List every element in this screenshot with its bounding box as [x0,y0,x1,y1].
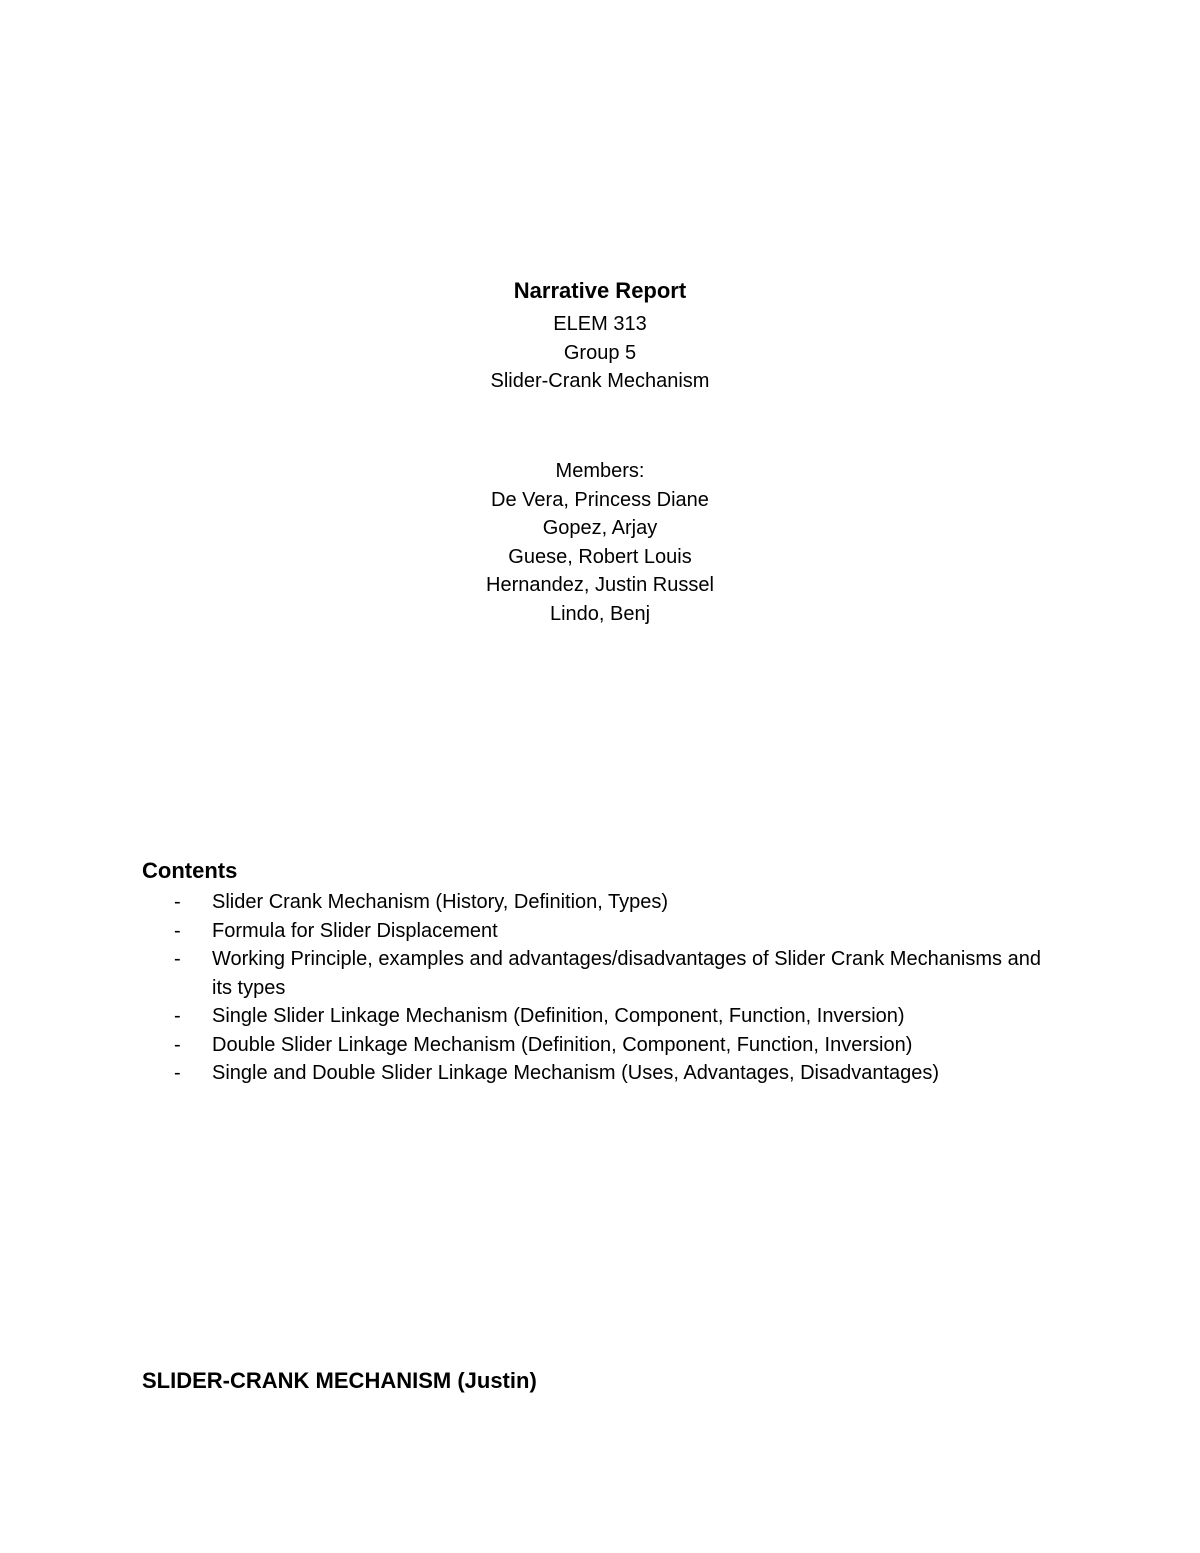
course-code: ELEM 313 [553,313,647,335]
member-name: Hernandez, Justin Russel [486,574,714,596]
report-topic: Slider-Crank Mechanism [490,370,710,392]
contents-item-text: Single and Double Slider Linkage Mechanism (Uses, Advantages, Disadvantages) [212,1062,940,1084]
member-name: Guese, Robert Louis [508,545,692,568]
contents-item-text: Working Principle, examples and advantages/disadvantages of Slider Crank Mechanisms and its types [212,948,1041,999]
cover-block [0,276,1200,396]
group-number: Group 5 [563,341,637,364]
contents-item [142,1059,1042,1088]
member-name: Lindo, Benj [549,602,651,625]
contents-item-text: Single Slider Linkage Mechanism (Definition, Component, Function, Inversion) [212,1005,905,1027]
bullet-dash: - [174,891,181,913]
members-block [0,457,1200,628]
contents-item-text: Double Slider Linkage Mechanism (Definition, Component, Function, Inversion) [212,1033,913,1056]
table-of-contents [142,856,1042,1088]
member-name: De Vera, Princess Diane [491,488,709,511]
bullet-dash: - [174,1062,181,1084]
section-heading: SLIDER-CRANK MECHANISM (Justin) [142,1368,537,1393]
contents-heading: Contents [142,858,238,883]
contents-item [142,1031,1042,1060]
bullet-dash: - [174,948,181,970]
bullet-dash: - [174,1005,181,1027]
bullet-dash: - [174,1033,181,1056]
bullet-dash: - [174,919,181,942]
contents-list [142,888,1042,1088]
member-name: Gopez, Arjay [542,517,658,539]
contents-item-text: Slider Crank Mechanism (History, Definition, Types) [212,891,669,913]
report-title: Narrative Report [513,278,687,303]
contents-item [142,945,1042,1002]
contents-item-text: Formula for Slider Displacement [212,919,498,942]
members-label: Members: [555,460,645,482]
contents-item [142,1002,1042,1031]
contents-item [142,888,1042,917]
contents-item [142,917,1042,946]
